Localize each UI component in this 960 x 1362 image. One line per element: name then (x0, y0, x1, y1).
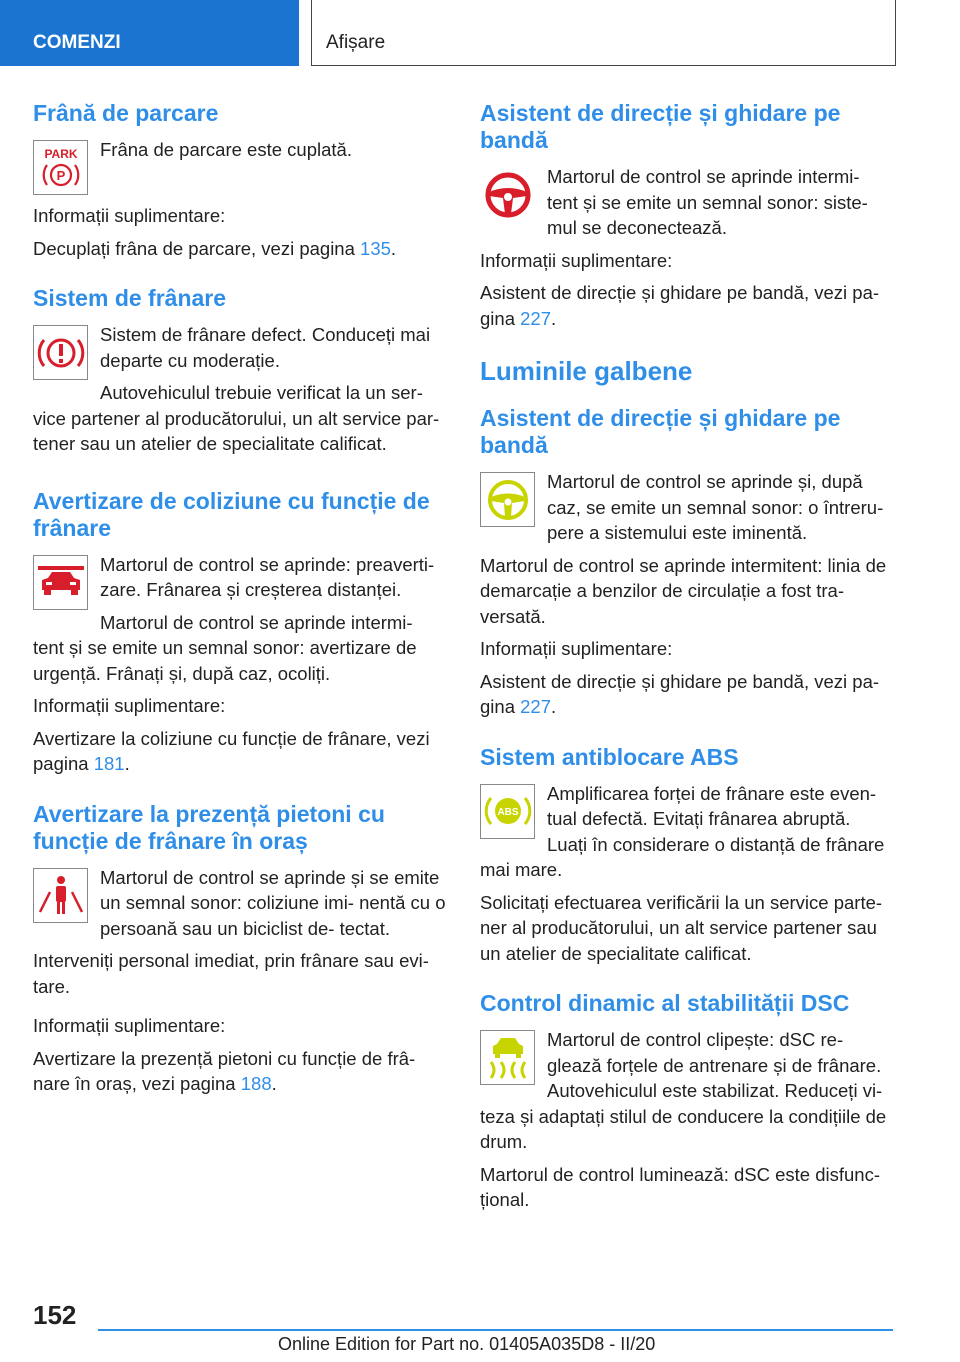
reference: Asistent de direcție și ghidare pe bandă, vezi pa- gina 227. (480, 670, 880, 717)
footer-divider (98, 1329, 893, 1331)
info-label: Informații suplimentare: (33, 1015, 226, 1036)
section-parking-brake (33, 100, 447, 261)
abs-icon (480, 784, 535, 839)
paragraph: Frâna de parcare este cuplată. (100, 139, 352, 160)
info-label: Informații suplimentare: (33, 695, 226, 716)
paragraph: Martorul de control clipește: dSC re- glează forțele de antrenare și de frânare. Autovehiculul este stabilizat. Reduceți vi- teza și adaptați stilul de conducere la condițiile de drum. (480, 1029, 887, 1152)
paragraph: Sistem de frânare defect. Conduceți mai departe cu moderație. (100, 324, 431, 371)
section-title: Sistem antiblocare ABS (480, 743, 739, 770)
section-title: Avertizare la prezență pietoni cu funcție de frânare în oraș (33, 800, 385, 854)
page-link[interactable]: 135 (360, 237, 391, 259)
brake-warning-icon (33, 325, 88, 380)
paragraph: Solicitați efectuarea verificării la un service parte- ner al producătorului, un alt service partener sau un atelier de specialitate calificat. (480, 891, 883, 964)
yellow-lights-heading: Luminile galbene (480, 356, 693, 386)
steering-wheel-icon (480, 167, 535, 222)
right-column (480, 100, 894, 1237)
collision-car-icon (33, 555, 88, 610)
paragraph: Martorul de control se aprinde intermitent: linia de demarcație a benzilor de circulație a fost tra- versată. (480, 554, 887, 627)
paragraph: Martorul de control se aprinde și se emite un semnal sonor: coliziune imi- nentă cu o persoană sau un biciclist de- tectat. (100, 866, 446, 939)
section-tab[interactable]: COMENZI (0, 0, 299, 66)
page-link[interactable]: 227 (520, 696, 551, 717)
paragraph: Autovehiculul trebuie verificat la un ser- vice partener al producătorului, un alt service par- tener sau un atelier de specialitate calificat. (33, 382, 440, 454)
section-abs (480, 744, 894, 967)
paragraph: Martorul de control se aprinde intermi- tent și se emite un semnal sonor: avertizare de urgență. Frânați și, după caz, ocoliți. (33, 611, 417, 684)
section-dsc (480, 990, 894, 1213)
section-title: Asistent de direcție și ghidare pe bandă (480, 100, 841, 153)
edition-footer: Online Edition for Part no. 01405A035D8 - II/20 (278, 1334, 656, 1354)
section-brake-system (33, 285, 447, 464)
section-title: Asistent de direcție și ghidare pe bandă (480, 405, 841, 458)
paragraph: Martorul de control luminează: dSC este disfunc- țional. (480, 1163, 880, 1210)
reference: Avertizare la prezență pietoni cu funcție de frâ- nare în oraș, vezi pagina 188. (33, 1047, 416, 1094)
info-label: Informații suplimentare: (480, 249, 673, 271)
reference: Asistent de direcție și ghidare pe bandă, vezi pa- gina 227. (480, 282, 880, 329)
page-link[interactable]: 227 (520, 307, 551, 329)
section-steering-assist-yellow (480, 405, 894, 720)
section-steering-assist-red (480, 100, 894, 331)
section-title: Control dinamic al stabilității DSC (480, 990, 850, 1016)
section-pedestrian-warning (33, 801, 447, 1097)
chapter-tab[interactable]: Afișare (311, 0, 896, 66)
page-link[interactable]: 188 (240, 1073, 272, 1094)
section-collision-warning (33, 488, 447, 777)
page-number: 152 (33, 1300, 77, 1330)
page-link[interactable]: 181 (93, 753, 125, 774)
park-icon-label: PARK (43, 146, 78, 161)
paragraph: Martorul de control se aprinde intermi- tent și se emite un semnal sonor: siste- mul se deconectează. (547, 166, 868, 238)
section-title: Frână de parcare (33, 100, 219, 126)
dsc-skid-icon (480, 1030, 535, 1085)
steering-wheel-yellow-icon (480, 472, 535, 527)
paragraph: Martorul de control se aprinde: preaverti- zare. Frânarea și creșterea distanței. (100, 553, 435, 600)
svg-text:P: P (56, 167, 65, 183)
pedestrian-icon (33, 868, 88, 923)
paragraph: Interveniți personal imediat, prin frânare sau evi- tare. (33, 950, 429, 997)
park-brake-icon (33, 140, 88, 195)
page-header (0, 0, 960, 66)
paragraph: Amplificarea forței de frânare este even- tual defectă. Evitați frânarea abruptă. Luați în considerare o distanță de frânare mai mare. (480, 782, 885, 880)
reference: Avertizare la coliziune cu funcție de frânare, vezi pagina 181. (33, 727, 430, 774)
paragraph: Martorul de control se aprinde și, după caz, se emite un semnal sonor: o întreru- pere a sistemului este iminentă. (547, 471, 884, 543)
info-label: Informații suplimentare: (480, 638, 673, 659)
reference: Decuplați frâna de parcare, vezi pagina 135. (33, 237, 397, 259)
section-title: Sistem de frânare (33, 285, 227, 311)
section-title: Avertizare de coliziune cu funcție de frânare (33, 487, 430, 541)
info-label: Informații suplimentare: (33, 205, 226, 226)
left-column (33, 100, 447, 1121)
abs-icon-label: ABS (496, 807, 519, 818)
